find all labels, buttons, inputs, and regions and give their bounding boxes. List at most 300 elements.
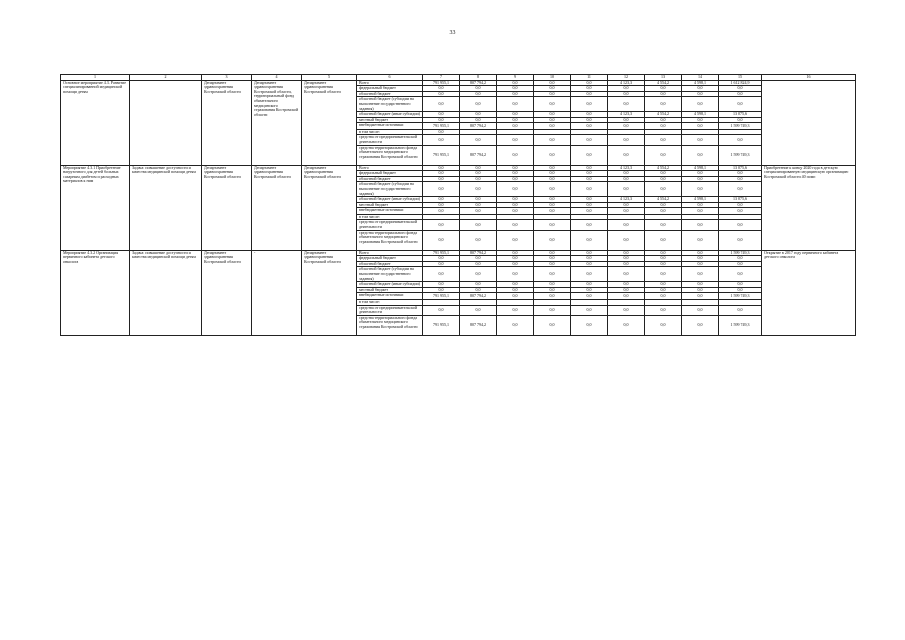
amount-cell: 0,0: [719, 282, 762, 288]
amount-cell: 0,0: [460, 112, 497, 118]
amount-cell: 0,0: [608, 250, 645, 256]
amount-cell: 0,0: [719, 208, 762, 215]
amount-cell: 0,0: [682, 256, 719, 262]
funding-source: средства от предпринимательской деятельности: [357, 305, 423, 315]
amount-cell: 0,0: [423, 208, 460, 215]
amount-cell: 0,0: [608, 287, 645, 293]
funding-source: областной бюджет (субсидии на выполнение государственного задания): [357, 182, 423, 197]
header-cell: 10: [534, 75, 571, 81]
amount-cell: 0,0: [571, 165, 608, 171]
amount-cell: 4 123,3: [608, 197, 645, 203]
amount-cell: 0,0: [571, 80, 608, 86]
amount-cell: 0,0: [571, 135, 608, 145]
header-cell: 1: [61, 75, 130, 81]
block-customer: Департамент здравоохранения Костромской области: [302, 165, 357, 250]
amount-cell: 0,0: [719, 171, 762, 177]
amount-cell: 791 955,1: [423, 145, 460, 165]
amount-cell: 0,0: [682, 305, 719, 315]
amount-cell: 0,0: [423, 282, 460, 288]
amount-cell: 0,0: [571, 112, 608, 118]
amount-cell: 0,0: [608, 261, 645, 267]
amount-cell: 0,0: [423, 261, 460, 267]
amount-cell: 0,0: [608, 176, 645, 182]
funding-source: внебюджетные источники: [357, 208, 423, 215]
amount-cell: 0,0: [423, 129, 460, 135]
amount-cell: 0,0: [534, 293, 571, 300]
header-cell: 4: [252, 75, 302, 81]
amount-cell: 0,0: [719, 220, 762, 230]
amount-cell: 0,0: [645, 315, 682, 335]
amount-cell: 1 599 749,3: [719, 315, 762, 335]
block-name: Основное мероприятие 4.3. Развитие специализированной медицинской помощи детям: [61, 80, 130, 165]
amount-cell: 0,0: [423, 202, 460, 208]
amount-cell: 0,0: [534, 256, 571, 262]
funding-source: внебюджетные источники: [357, 293, 423, 300]
block-result: Открытие в 2017 году первичного кабинета детского онколога: [762, 250, 856, 335]
amount-cell: 0,0: [423, 171, 460, 177]
amount-cell: 0,0: [497, 117, 534, 123]
amount-cell: 0,0: [497, 261, 534, 267]
amount-cell: 0,0: [423, 97, 460, 112]
block-executor: Департамент здравоохранения Костромской области: [202, 165, 252, 250]
amount-cell: 0,0: [460, 86, 497, 92]
amount-cell: 0,0: [497, 267, 534, 282]
funding-source: федеральный бюджет: [357, 86, 423, 92]
amount-cell: 4 598,1: [682, 165, 719, 171]
header-cell: 7: [423, 75, 460, 81]
funding-source: средства от предпринимательской деятельности: [357, 135, 423, 145]
amount-cell: 0,0: [497, 165, 534, 171]
amount-cell: 4 554,2: [645, 80, 682, 86]
amount-cell: 0,0: [423, 91, 460, 97]
funding-source: в том числе:: [357, 299, 423, 305]
header-cell: 6: [357, 75, 423, 81]
funding-source: Всего: [357, 80, 423, 86]
amount-cell: 0,0: [719, 230, 762, 250]
amount-cell: 0,0: [608, 230, 645, 250]
amount-cell: 0,0: [534, 135, 571, 145]
amount-cell: 0,0: [682, 91, 719, 97]
funding-source: местный бюджет: [357, 117, 423, 123]
amount-cell: 0,0: [460, 176, 497, 182]
amount-cell: 0,0: [460, 117, 497, 123]
amount-cell: 0,0: [571, 171, 608, 177]
amount-cell: 0,0: [719, 97, 762, 112]
amount-cell: 0,0: [719, 202, 762, 208]
amount-cell: 791 955,1: [423, 250, 460, 256]
amount-cell: 0,0: [682, 123, 719, 130]
amount-cell: 4 123,3: [608, 165, 645, 171]
amount-cell: 0,0: [682, 171, 719, 177]
funding-source: областной бюджет: [357, 176, 423, 182]
amount-cell: 0,0: [645, 182, 682, 197]
amount-cell: 0,0: [423, 135, 460, 145]
block-task: [130, 80, 202, 165]
amount-cell: 0,0: [571, 145, 608, 165]
amount-cell: 0,0: [460, 305, 497, 315]
header-cell: 11: [571, 75, 608, 81]
amount-cell: 0,0: [645, 176, 682, 182]
amount-cell: 0,0: [571, 256, 608, 262]
amount-cell: 4 554,2: [645, 165, 682, 171]
amount-cell: 4 598,1: [682, 80, 719, 86]
amount-cell: 0,0: [645, 220, 682, 230]
amount-cell: 0,0: [423, 86, 460, 92]
funding-source: областной бюджет (иные субсидии): [357, 282, 423, 288]
amount-cell: 0,0: [423, 182, 460, 197]
amount-cell: 0,0: [534, 91, 571, 97]
amount-cell: 0,0: [497, 250, 534, 256]
amount-cell: 0,0: [534, 208, 571, 215]
amount-cell: 791 955,1: [423, 315, 460, 335]
amount-cell: 0,0: [534, 315, 571, 335]
amount-cell: 0,0: [719, 182, 762, 197]
funding-source: областной бюджет: [357, 91, 423, 97]
amount-cell: 0,0: [497, 305, 534, 315]
amount-cell: 0,0: [460, 182, 497, 197]
header-cell: 14: [682, 75, 719, 81]
amount-cell: 0,0: [682, 250, 719, 256]
header-cell: 9: [497, 75, 534, 81]
budget-table: [60, 74, 856, 336]
amount-cell: 0,0: [682, 145, 719, 165]
header-cell: 13: [645, 75, 682, 81]
amount-cell: 0,0: [534, 112, 571, 118]
amount-cell: 0,0: [423, 117, 460, 123]
block-executor: Департамент здравоохранения Костромской области: [202, 250, 252, 335]
amount-cell: 0,0: [682, 202, 719, 208]
amount-cell: 0,0: [645, 305, 682, 315]
amount-cell: 0,0: [534, 197, 571, 203]
amount-cell: 0,0: [608, 208, 645, 215]
amount-cell: 0,0: [460, 230, 497, 250]
amount-cell: 0,0: [423, 176, 460, 182]
amount-cell: 0,0: [719, 261, 762, 267]
amount-cell: 0,0: [571, 117, 608, 123]
amount-cell: 0,0: [534, 176, 571, 182]
funding-source: средства территориального фонда обязательного медицинского страхования Костромской области: [357, 230, 423, 250]
amount-cell: 0,0: [571, 97, 608, 112]
block-name: Мероприятие 4.3.1 Приобретение нагрузочного для детей больных сахарным диабетом и расходных материалов к ним: [61, 165, 130, 250]
amount-cell: 0,0: [608, 220, 645, 230]
funding-source: Всего: [357, 165, 423, 171]
amount-cell: 791 955,1: [423, 123, 460, 130]
amount-cell: 0,0: [534, 250, 571, 256]
amount-cell: 0,0: [534, 97, 571, 112]
amount-cell: 0,0: [645, 145, 682, 165]
amount-cell: 0,0: [423, 256, 460, 262]
amount-cell: 0,0: [608, 171, 645, 177]
amount-cell: 0,0: [497, 135, 534, 145]
amount-cell: 0,0: [497, 112, 534, 118]
amount-cell: 0,0: [534, 202, 571, 208]
amount-cell: 4 123,3: [608, 80, 645, 86]
block-task: Задача: повышение доступности и качества медицинской помощи детям: [130, 165, 202, 250]
funding-source: местный бюджет: [357, 287, 423, 293]
amount-cell: 0,0: [423, 197, 460, 203]
amount-cell: 0,0: [460, 287, 497, 293]
amount-cell: 0,0: [534, 171, 571, 177]
amount-cell: 0,0: [497, 182, 534, 197]
amount-cell: 0,0: [497, 202, 534, 208]
amount-cell: 0,0: [682, 282, 719, 288]
amount-cell: 0,0: [571, 267, 608, 282]
header-cell: 3: [202, 75, 252, 81]
amount-cell: 0,0: [682, 176, 719, 182]
amount-cell: 0,0: [497, 230, 534, 250]
amount-cell: 0,0: [645, 208, 682, 215]
amount-cell: 0,0: [645, 287, 682, 293]
block-coexecutor: Департамент здравоохранения Костромской области, территориальный фонд обязательного медицинского страхования Костромской области: [252, 80, 302, 165]
amount-cell: 0,0: [497, 220, 534, 230]
funding-source: в том числе:: [357, 214, 423, 220]
amount-cell: 0,0: [645, 91, 682, 97]
amount-cell: 0,0: [682, 267, 719, 282]
amount-cell: 0,0: [534, 86, 571, 92]
funding-source: средства территориального фонда обязательного медицинского страхования Костромской области: [357, 145, 423, 165]
amount-cell: 0,0: [645, 117, 682, 123]
block-customer: Департамент здравоохранения Костромской области: [302, 250, 357, 335]
page-number: 33: [449, 30, 456, 36]
amount-cell: 791 955,1: [423, 293, 460, 300]
amount-cell: 0,0: [460, 197, 497, 203]
amount-cell: 0,0: [645, 123, 682, 130]
amount-cell: 0,0: [682, 261, 719, 267]
funding-source: областной бюджет (иные субсидии): [357, 197, 423, 203]
amount-cell: 0,0: [719, 86, 762, 92]
amount-cell: 0,0: [608, 256, 645, 262]
funding-source: внебюджетные источники: [357, 123, 423, 130]
block-name: Мероприятие 4.3.2 Организация первичного кабинета детского онколога: [61, 250, 130, 335]
amount-cell: 1 599 749,3: [719, 145, 762, 165]
amount-cell: 1 612 824,9: [719, 80, 762, 86]
block-result: Приобретение к концу 2020 года в детскую специализированную медицинскую организацию Костромской области 40 помп: [762, 165, 856, 250]
block-coexecutor: Департамент здравоохранения Костромской области: [252, 165, 302, 250]
amount-cell: 0,0: [460, 220, 497, 230]
amount-cell: 0,0: [645, 256, 682, 262]
amount-cell: 0,0: [682, 208, 719, 215]
amount-cell: 0,0: [608, 123, 645, 130]
amount-cell: 0,0: [682, 182, 719, 197]
amount-cell: 0,0: [423, 112, 460, 118]
funding-source: федеральный бюджет: [357, 171, 423, 177]
amount-cell: 0,0: [497, 91, 534, 97]
amount-cell: 0,0: [645, 86, 682, 92]
amount-cell: 0,0: [460, 165, 497, 171]
amount-cell: 0,0: [423, 305, 460, 315]
amount-cell: 0,0: [719, 256, 762, 262]
amount-cell: 0,0: [682, 220, 719, 230]
amount-cell: 0,0: [571, 287, 608, 293]
amount-cell: 0,0: [497, 282, 534, 288]
header-cell: 5: [302, 75, 357, 81]
amount-cell: 0,0: [608, 97, 645, 112]
amount-cell: 0,0: [497, 145, 534, 165]
amount-cell: 0,0: [571, 220, 608, 230]
amount-cell: 0,0: [719, 135, 762, 145]
amount-cell: 807 794,2: [460, 250, 497, 256]
amount-cell: 0,0: [423, 287, 460, 293]
funding-source: областной бюджет (субсидии на выполнение государственного задания): [357, 267, 423, 282]
amount-cell: 0,0: [682, 287, 719, 293]
amount-cell: 807 794,2: [460, 315, 497, 335]
amount-cell: 0,0: [682, 315, 719, 335]
header-cell: 16: [762, 75, 856, 81]
amount-cell: 0,0: [460, 261, 497, 267]
funding-source: в том числе:: [357, 129, 423, 135]
amount-cell: 0,0: [534, 123, 571, 130]
amount-cell: 807 794,2: [460, 80, 497, 86]
amount-cell: 0,0: [571, 202, 608, 208]
amount-cell: 0,0: [460, 282, 497, 288]
amount-cell: 0,0: [645, 202, 682, 208]
amount-cell: 1 599 749,3: [719, 250, 762, 256]
amount-cell: 1 599 749,3: [719, 293, 762, 300]
block-result: [762, 80, 856, 165]
amount-cell: 0,0: [719, 91, 762, 97]
amount-cell: 1 599 749,3: [719, 123, 762, 130]
amount-cell: 0,0: [682, 86, 719, 92]
funding-source: областной бюджет (иные субсидии): [357, 112, 423, 118]
amount-cell: 0,0: [571, 182, 608, 197]
amount-cell: 0,0: [571, 315, 608, 335]
amount-cell: 0,0: [571, 250, 608, 256]
funding-source: федеральный бюджет: [357, 256, 423, 262]
amount-cell: 0,0: [571, 208, 608, 215]
amount-cell: 4 123,3: [608, 112, 645, 118]
amount-cell: 0,0: [608, 267, 645, 282]
amount-cell: 807 794,2: [460, 123, 497, 130]
amount-cell: 0,0: [645, 293, 682, 300]
amount-cell: 0,0: [608, 282, 645, 288]
amount-cell: 0,0: [571, 86, 608, 92]
amount-cell: 0,0: [460, 208, 497, 215]
amount-cell: 0,0: [534, 282, 571, 288]
amount-cell: 0,0: [571, 261, 608, 267]
amount-cell: 0,0: [645, 282, 682, 288]
amount-cell: 0,0: [460, 171, 497, 177]
amount-cell: 0,0: [608, 135, 645, 145]
amount-cell: 0,0: [608, 91, 645, 97]
amount-cell: 0,0: [682, 135, 719, 145]
amount-cell: 0,0: [534, 267, 571, 282]
amount-cell: 0,0: [571, 123, 608, 130]
amount-cell: 13 075,6: [719, 165, 762, 171]
amount-cell: 0,0: [497, 256, 534, 262]
amount-cell: 13 075,6: [719, 112, 762, 118]
amount-cell: 0,0: [460, 135, 497, 145]
block-coexecutor: -: [252, 250, 302, 335]
amount-cell: 0,0: [534, 165, 571, 171]
header-cell: 12: [608, 75, 645, 81]
amount-cell: 0,0: [608, 293, 645, 300]
amount-cell: 0,0: [497, 97, 534, 112]
amount-cell: 0,0: [534, 230, 571, 250]
amount-cell: 807 794,2: [460, 293, 497, 300]
amount-cell: 0,0: [497, 176, 534, 182]
amount-cell: 0,0: [534, 80, 571, 86]
amount-cell: 0,0: [534, 145, 571, 165]
amount-cell: 0,0: [719, 305, 762, 315]
amount-cell: 0,0: [534, 182, 571, 197]
amount-cell: 0,0: [534, 117, 571, 123]
amount-cell: 0,0: [645, 135, 682, 145]
amount-cell: 4 554,2: [645, 112, 682, 118]
amount-cell: 791 955,1: [423, 80, 460, 86]
amount-cell: 0,0: [423, 220, 460, 230]
funding-source: областной бюджет (субсидии на выполнение государственного задания): [357, 97, 423, 112]
amount-cell: 0,0: [682, 117, 719, 123]
amount-cell: 0,0: [497, 197, 534, 203]
amount-cell: 0,0: [423, 165, 460, 171]
amount-cell: 0,0: [682, 97, 719, 112]
amount-cell: 0,0: [682, 293, 719, 300]
amount-cell: 0,0: [534, 287, 571, 293]
amount-cell: 0,0: [571, 176, 608, 182]
amount-cell: 0,0: [460, 256, 497, 262]
amount-cell: 0,0: [645, 261, 682, 267]
amount-cell: 0,0: [719, 117, 762, 123]
funding-source: средства территориального фонда обязательного медицинского страхования Костромской области: [357, 315, 423, 335]
amount-cell: 0,0: [719, 176, 762, 182]
block-task: Задача: повышение доступности и качества медицинской помощи детям: [130, 250, 202, 335]
amount-cell: 0,0: [423, 267, 460, 282]
amount-cell: 0,0: [608, 315, 645, 335]
amount-cell: 0,0: [497, 208, 534, 215]
funding-source: областной бюджет: [357, 261, 423, 267]
amount-cell: 4 598,1: [682, 112, 719, 118]
amount-cell: 0,0: [645, 250, 682, 256]
amount-cell: 0,0: [608, 305, 645, 315]
amount-cell: 0,0: [571, 282, 608, 288]
amount-cell: 0,0: [497, 80, 534, 86]
block-executor: Департамент здравоохранения Костромской области: [202, 80, 252, 165]
amount-cell: 0,0: [497, 293, 534, 300]
amount-cell: 0,0: [645, 267, 682, 282]
amount-cell: 0,0: [719, 267, 762, 282]
header-cell: 15: [719, 75, 762, 81]
amount-cell: 0,0: [460, 91, 497, 97]
amount-cell: 0,0: [460, 202, 497, 208]
amount-cell: 0,0: [608, 182, 645, 197]
amount-cell: 0,0: [608, 86, 645, 92]
block-customer: Департамент здравоохранения Костромской области: [302, 80, 357, 165]
amount-cell: 13 075,6: [719, 197, 762, 203]
amount-cell: 0,0: [460, 97, 497, 112]
amount-cell: 0,0: [460, 267, 497, 282]
amount-cell: 807 794,2: [460, 145, 497, 165]
amount-cell: 0,0: [571, 197, 608, 203]
amount-cell: 0,0: [497, 287, 534, 293]
amount-cell: 0,0: [645, 171, 682, 177]
amount-cell: 4 598,1: [682, 197, 719, 203]
amount-cell: 0,0: [571, 91, 608, 97]
amount-cell: 0,0: [608, 202, 645, 208]
amount-cell: 0,0: [719, 287, 762, 293]
amount-cell: 0,0: [423, 230, 460, 250]
amount-cell: 0,0: [608, 145, 645, 165]
funding-source: средства от предпринимательской деятельности: [357, 220, 423, 230]
amount-cell: 0,0: [534, 220, 571, 230]
amount-cell: 0,0: [534, 261, 571, 267]
amount-cell: 0,0: [608, 117, 645, 123]
amount-cell: 0,0: [571, 293, 608, 300]
amount-cell: 0,0: [682, 230, 719, 250]
funding-source: Всего: [357, 250, 423, 256]
amount-cell: 0,0: [497, 123, 534, 130]
amount-cell: 0,0: [571, 305, 608, 315]
amount-cell: 4 554,2: [645, 197, 682, 203]
